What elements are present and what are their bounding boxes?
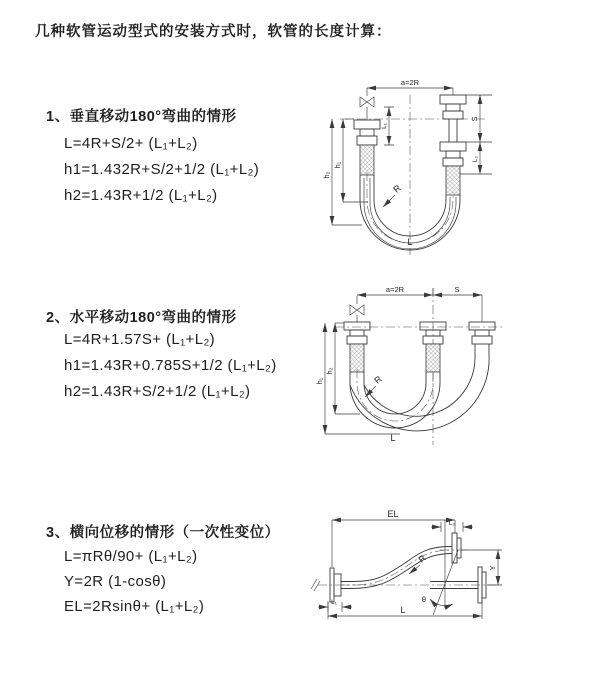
dim-label-l1: L₁ (331, 599, 337, 606)
section-3-formula-l: L=πRθ/90+ (L₁+L₂) (64, 548, 198, 565)
valve-symbol (360, 97, 374, 120)
dim-label-r: R (372, 373, 384, 386)
hose-u-bends (350, 355, 489, 431)
section-2-formula-h1: h1=1.43R+0.785S+1/2 (L₁+L₂) (64, 357, 277, 374)
upper-flange (452, 533, 461, 563)
dim-label-r: R (416, 552, 428, 565)
section-2-heading: 2、水平移动180°弯曲的情形 (46, 310, 237, 326)
dim-label-h1: h₁ (333, 161, 342, 169)
left-flange-stack (354, 120, 380, 175)
section-3-heading: 3、横向位移的情形（一次性变位） (46, 525, 280, 541)
diagram-lateral-displacement (300, 505, 600, 647)
dim-label-a2r: a=2R (400, 78, 420, 87)
section-3-formula-el: EL=2Rsinθ+ (L₁+L₂) (64, 598, 205, 615)
valve-symbol (350, 305, 364, 322)
dim-label-l2: L₂ (472, 155, 479, 163)
right-flange-stack (440, 95, 466, 195)
angle-label-theta: θ (421, 595, 427, 604)
dim-label-h2: h₂ (322, 171, 331, 179)
dimension-lines (315, 285, 482, 434)
dim-label-l2: L₂ (448, 520, 456, 527)
dim-label-h1: h₁ (315, 377, 324, 385)
dim-label-a2r: a=2R (385, 285, 405, 294)
section-1-formula-l: L=4R+S/2+ (L₁+L₂) (64, 135, 198, 152)
section-1-formula-h1: h1=1.432R+S/2+1/2 (L₁+L₂) (64, 161, 260, 178)
dim-label-s: S (454, 285, 460, 294)
dimension-lines (322, 78, 492, 225)
flange-stacks (344, 322, 495, 372)
dim-label-el: EL (387, 509, 399, 519)
dim-label-y: Y (488, 565, 497, 571)
angle-construction (422, 550, 458, 615)
dim-label-r: R (391, 182, 403, 195)
diagram-vertical-180-bend (310, 75, 595, 260)
dim-label-h2: h₂ (325, 367, 334, 375)
radius-callout (383, 182, 403, 207)
radius-callout (409, 552, 428, 574)
section-1-formula-h2: h2=1.43R+1/2 (L₁+L₂) (64, 187, 218, 204)
diagram-horizontal-180-bend (310, 283, 600, 453)
page-title: 几种软管运动型式的安装方式时，软管的长度计算： (35, 24, 392, 40)
centerlines (318, 550, 496, 585)
section-3-formula-y: Y=2R (1-cosθ) (64, 573, 167, 590)
section-1-heading: 1、垂直移动180°弯曲的情形 (46, 109, 237, 125)
section-2-formula-h2: h2=1.43R+S/2+1/2 (L₁+L₂) (64, 383, 251, 400)
dim-label-l-length: L (407, 237, 413, 247)
dim-label-l-length: L (390, 433, 396, 443)
dim-label-l-length: L (400, 605, 406, 615)
hose-s-curve (341, 547, 452, 589)
section-2-formula-l: L=4R+1.57S+ (L₁+L₂) (64, 331, 216, 348)
dim-label-s: S (470, 116, 479, 122)
radius-callout (365, 373, 384, 397)
dim-label-l1: L₁ (381, 123, 388, 129)
